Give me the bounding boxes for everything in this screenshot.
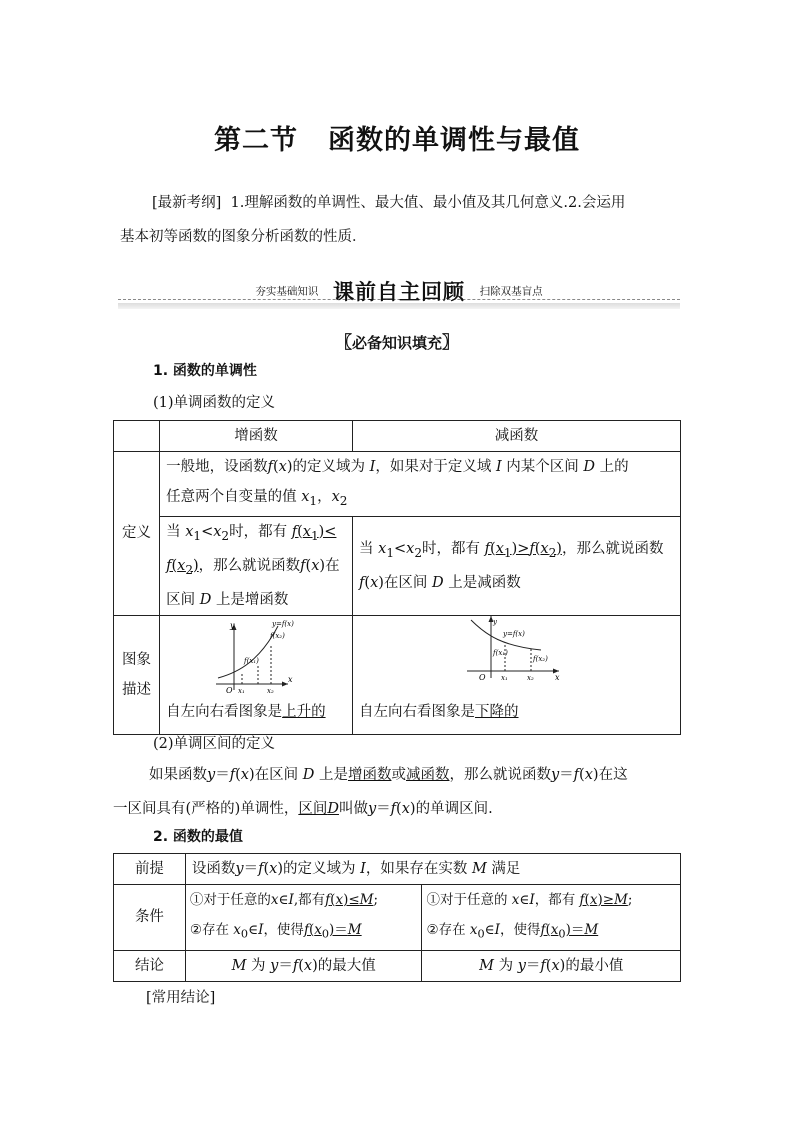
increasing-graph [160, 616, 350, 698]
svg-text:x₁: x₁ [238, 686, 245, 695]
max-condition: ①对于任意的x∈I,都有f(x)≤M; ②存在 $x_0\in I$，使得$f(x_0)=M$ [185, 885, 422, 951]
syllabus-line-2: 基本初等函数的图象分析函数的性质． [120, 229, 367, 245]
svg-text:f(x₁): f(x₁) [493, 648, 508, 657]
col-decreasing: 减函数 [353, 421, 681, 452]
increasing-description: 自左向右看图象是上升的 [166, 703, 326, 720]
premise-text: 设函数y＝f(x)的定义域为 I，如果存在实数 M 满足 [185, 854, 680, 885]
title-text: 函数的单调性与最值 [328, 125, 580, 156]
svg-text:O: O [479, 672, 486, 682]
svg-text:f(x₂): f(x₂) [270, 631, 285, 640]
syllabus [120, 186, 680, 254]
row-label-definition: 定义 [114, 452, 160, 616]
svg-text:y=f(x): y=f(x) [272, 619, 294, 628]
extremes-table [113, 853, 681, 982]
sub-heading-2: (2)单调区间的定义 [153, 736, 276, 752]
svg-text:O: O [226, 685, 233, 695]
increasing-definition: 当 $x_1<x_2$时，都有 $f(x_1)<$ $f(x_2)$，那么就说函数f(x)在 区间 D 上是增函数 [160, 516, 353, 615]
syllabus-line-1: [最新考纲] 1.理解函数的单调性、最大值、最小值及其几何意义.2.会运用 [152, 195, 626, 211]
svg-text:x₁: x₁ [501, 673, 508, 682]
col-increasing: 增函数 [160, 421, 353, 452]
page-title [0, 118, 794, 157]
svg-text:y: y [230, 620, 235, 630]
svg-text:f(x₁): f(x₁) [244, 656, 259, 665]
decreasing-graph-cell [353, 615, 681, 734]
min-condition: ①对于任意的 x∈I，都有 f(x)≥M; ②存在 $x_0\in I$，使得$f(x_0)=M$ [422, 885, 681, 951]
sub-heading-1: (1)单调函数的定义 [153, 395, 276, 411]
svg-text:x₂: x₂ [267, 686, 274, 695]
table1-corner [114, 421, 160, 452]
decreasing-graph [353, 616, 679, 698]
banner-left: 夯实基础知识 [255, 285, 319, 298]
section-tag: 〖必备知识填充〗 [334, 333, 459, 353]
row-label-condition: 条件 [114, 885, 186, 951]
min-conclusion: M 为 y＝f(x)的最小值 [422, 950, 681, 981]
heading-monotonicity: 1. 函数的单调性 [153, 363, 257, 379]
interval-definition: 如果函数y＝f(x)在区间 D 上是增函数或减函数，那么就说函数y＝f(x)在这 一区间具有(严格的)单调性，区间D叫做y＝f(x)的单调区间. [113, 767, 628, 817]
banner-center: 课前自主回顾 [333, 280, 465, 304]
row-label-conclusion: 结论 [114, 950, 186, 981]
row-label-premise: 前提 [114, 854, 186, 885]
banner-right: 扫除双基盲点 [479, 285, 543, 298]
heading-extremes: 2. 函数的最值 [153, 829, 243, 845]
svg-text:y: y [493, 617, 497, 626]
monotonic-table [113, 420, 681, 735]
common-conclusions-label: [常用结论] [146, 990, 216, 1006]
svg-text:f(x₂): f(x₂) [533, 654, 548, 663]
common-definition: 一般地，设函数f(x)的定义域为 I，如果对于定义域 I 内某个区间 D 上的 任意两个自变量的值 $x_1$，$x_2$ [160, 452, 681, 517]
max-conclusion: M 为 y＝f(x)的最大值 [185, 950, 422, 981]
svg-text:y=f(x): y=f(x) [503, 629, 525, 638]
svg-text:x₂: x₂ [527, 673, 534, 682]
row-label-graph: 图象 描述 [114, 615, 160, 734]
decreasing-description: 自左向右看图象是下降的 [359, 703, 519, 720]
syllabus-label: [最新考纲] [152, 195, 222, 211]
decreasing-definition: 当 $x_1<x_2$时，都有 $f(x_1)>f(x_2)$，那么就说函数 f(x)在区间 D 上是减函数 [353, 516, 681, 615]
svg-text:x: x [288, 674, 293, 684]
title-section: 第二节 [214, 125, 298, 156]
increasing-graph-cell [160, 615, 353, 734]
section-banner [118, 276, 680, 310]
svg-text:x: x [555, 672, 560, 682]
